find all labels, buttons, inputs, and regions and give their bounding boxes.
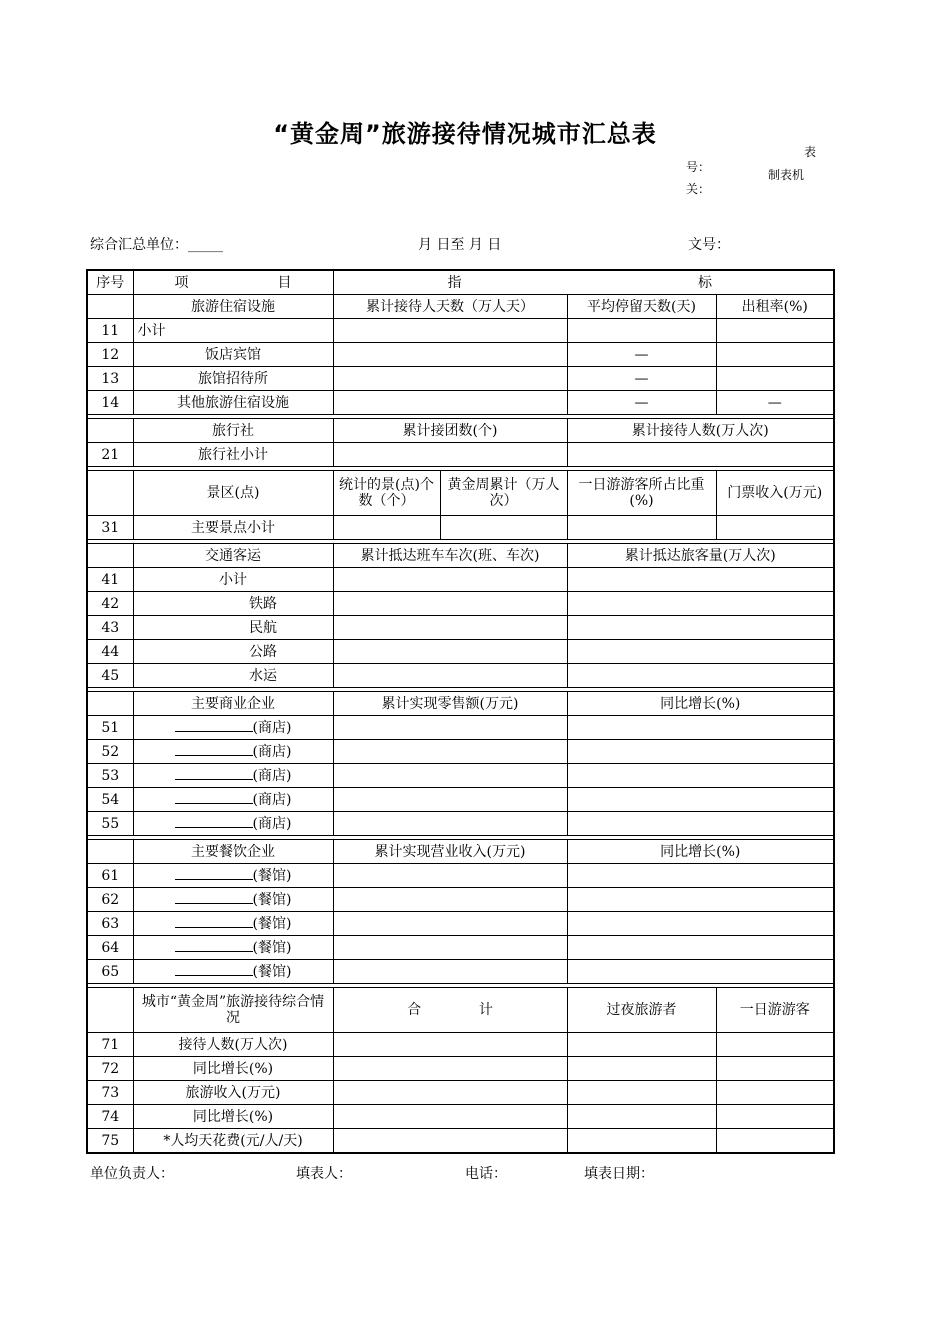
table-row: [87, 1057, 834, 1081]
row-no: 31: [87, 516, 133, 540]
transport-col-passengers: 累计抵达旅客量(万人次): [567, 544, 834, 568]
input-cell[interactable]: [567, 864, 834, 888]
blank-line: [175, 719, 253, 732]
table-row: [87, 764, 834, 788]
row-no: 14: [87, 391, 133, 415]
input-cell[interactable]: [333, 888, 567, 912]
blank-line: [175, 939, 253, 952]
row-no: 61: [87, 864, 133, 888]
table-row: [87, 616, 834, 640]
shop-suffix: (商店): [252, 720, 292, 736]
table-row: [87, 367, 834, 391]
table-row: [87, 516, 834, 540]
shop-name-cell[interactable]: [133, 716, 333, 740]
table-row: [87, 1105, 834, 1129]
input-cell[interactable]: [333, 1033, 567, 1057]
dash-cell: —: [567, 343, 716, 367]
table-row: [87, 864, 834, 888]
input-cell[interactable]: [567, 592, 834, 616]
input-cell[interactable]: [333, 1081, 567, 1105]
input-cell[interactable]: [333, 367, 567, 391]
unit-head-label: 单位负责人：: [90, 1166, 174, 1182]
blank-line: [175, 743, 253, 756]
blank-line: [175, 815, 253, 828]
input-cell[interactable]: [567, 1033, 716, 1057]
row-no: 62: [87, 888, 133, 912]
input-cell[interactable]: [333, 592, 567, 616]
shop-name-cell[interactable]: [133, 812, 333, 836]
table-row: [87, 960, 834, 984]
table-row: [87, 391, 834, 415]
table-row: [87, 1129, 834, 1154]
table-row: [87, 788, 834, 812]
input-cell[interactable]: [333, 616, 567, 640]
row-no: 45: [87, 664, 133, 688]
lodging-col-days: 累计接待人天数（万人天）: [333, 295, 567, 319]
restaurant-suffix: (餐馆): [252, 892, 292, 908]
input-cell[interactable]: [333, 1057, 567, 1081]
input-cell[interactable]: [333, 443, 567, 467]
commerce-col-growth: 同比增长(%): [567, 692, 834, 716]
restaurant-name-cell[interactable]: [133, 936, 333, 960]
table-row: [87, 812, 834, 836]
row-no: 64: [87, 936, 133, 960]
input-cell[interactable]: [716, 367, 834, 391]
table-row: [87, 664, 834, 688]
input-cell[interactable]: [567, 568, 834, 592]
table-row: [87, 640, 834, 664]
input-cell[interactable]: [333, 912, 567, 936]
agency-header-row: [87, 419, 834, 443]
input-cell[interactable]: [567, 319, 716, 343]
row-name: 水运: [133, 664, 333, 688]
row-name: 公路: [133, 640, 333, 664]
input-cell[interactable]: [567, 812, 834, 836]
scenic-col-total: 黄金周累计（万人次）: [440, 471, 567, 516]
period-field: 月 日至 月 日: [418, 237, 502, 253]
lodging-title: 旅游住宿设施: [133, 295, 333, 319]
input-cell[interactable]: [567, 616, 834, 640]
input-cell[interactable]: [567, 1057, 716, 1081]
row-no: 51: [87, 716, 133, 740]
row-no: 13: [87, 367, 133, 391]
input-cell[interactable]: [716, 516, 834, 540]
input-cell[interactable]: [567, 664, 834, 688]
blank-line: [175, 963, 253, 976]
input-cell[interactable]: [333, 516, 440, 540]
input-cell[interactable]: [333, 664, 567, 688]
row-name: 民航: [133, 616, 333, 640]
table-row: [87, 343, 834, 367]
lodging-col-rate: 出租率(%): [716, 295, 834, 319]
row-name: 饭店宾馆: [133, 343, 333, 367]
transport-header-row: [87, 544, 834, 568]
row-no: 72: [87, 1057, 133, 1081]
table-header-row: [87, 270, 834, 295]
row-name: *人均天花费(元/人/天): [133, 1129, 333, 1154]
summary-title: 城市“黄金周”旅游接待综合情况: [133, 988, 333, 1033]
scenic-title: 景区(点): [133, 471, 333, 516]
summary-col-daytrip: 一日游游客: [716, 988, 834, 1033]
row-no: 65: [87, 960, 133, 984]
input-cell[interactable]: [716, 1057, 834, 1081]
scenic-col-count: 统计的景(点)个数（个）: [333, 471, 440, 516]
table-row: [87, 912, 834, 936]
scenic-header-row: [87, 471, 834, 516]
indicator-char-b: 标: [697, 274, 712, 291]
input-cell[interactable]: [716, 343, 834, 367]
row-no: 74: [87, 1105, 133, 1129]
table-row: [87, 568, 834, 592]
table-row: [87, 716, 834, 740]
fill-date-label: 填表日期：: [584, 1166, 654, 1182]
catering-col-growth: 同比增长(%): [567, 840, 834, 864]
input-cell[interactable]: [333, 391, 567, 415]
summary-col-overnight: 过夜旅游者: [567, 988, 716, 1033]
restaurant-suffix: (餐馆): [252, 916, 292, 932]
input-cell[interactable]: [567, 740, 834, 764]
shop-name-cell[interactable]: [133, 788, 333, 812]
input-cell[interactable]: [333, 740, 567, 764]
row-no: 12: [87, 343, 133, 367]
row-name: 旅行社小计: [133, 443, 333, 467]
input-cell[interactable]: [567, 788, 834, 812]
row-no: 55: [87, 812, 133, 836]
row-name: 同比增长(%): [133, 1057, 333, 1081]
summary-unit-field: 综合汇总单位：_____: [90, 237, 223, 253]
org-label-a: 制表机: [768, 168, 805, 182]
col-indicator-header: [333, 270, 834, 295]
form-title: “黄金周”旅游接待情况城市汇总表: [273, 120, 657, 148]
signature-footer: [90, 1163, 654, 1183]
input-cell[interactable]: [567, 888, 834, 912]
restaurant-name-cell[interactable]: [133, 888, 333, 912]
row-name: 铁路: [133, 592, 333, 616]
catering-col-revenue: 累计实现营业收入(万元): [333, 840, 567, 864]
row-no: 41: [87, 568, 133, 592]
row-name: 旅馆招待所: [133, 367, 333, 391]
input-cell[interactable]: [567, 960, 834, 984]
shop-suffix: (商店): [252, 744, 292, 760]
row-no: 53: [87, 764, 133, 788]
phone-label: 电话：: [465, 1166, 507, 1182]
shop-suffix: (商店): [252, 792, 292, 808]
row-no: 21: [87, 443, 133, 467]
table-row: [87, 319, 834, 343]
input-cell[interactable]: [716, 1081, 834, 1105]
row-no: 71: [87, 1033, 133, 1057]
shop-name-cell[interactable]: [133, 740, 333, 764]
input-cell[interactable]: [333, 936, 567, 960]
input-cell[interactable]: [567, 912, 834, 936]
blank-line: [175, 915, 253, 928]
input-cell[interactable]: [716, 1033, 834, 1057]
row-no: 52: [87, 740, 133, 764]
input-cell[interactable]: [567, 516, 716, 540]
commerce-col-sales: 累计实现零售额(万元): [333, 692, 567, 716]
blank-line: [175, 767, 253, 780]
row-name: 主要景点小计: [133, 516, 333, 540]
restaurant-name-cell[interactable]: [133, 864, 333, 888]
shop-suffix: (商店): [252, 768, 292, 784]
scenic-col-ticket: 门票收入(万元): [716, 471, 834, 516]
input-cell[interactable]: [333, 764, 567, 788]
input-cell[interactable]: [333, 1129, 567, 1154]
scenic-col-ratio: 一日游游客所占比重(%): [567, 471, 716, 516]
input-cell[interactable]: [716, 1129, 834, 1154]
row-name: 小计: [133, 319, 333, 343]
lodging-col-avg: 平均停留天数(天): [567, 295, 716, 319]
input-cell[interactable]: [333, 568, 567, 592]
catering-header-row: [87, 840, 834, 864]
dash-cell: —: [567, 391, 716, 415]
input-cell[interactable]: [333, 788, 567, 812]
agency-col-groups: 累计接团数(个): [333, 419, 567, 443]
input-cell[interactable]: [333, 716, 567, 740]
row-name: 小计: [133, 568, 333, 592]
row-no: 42: [87, 592, 133, 616]
agency-col-visitors: 累计接待人数(万人次): [567, 419, 834, 443]
input-cell[interactable]: [567, 764, 834, 788]
row-no: 73: [87, 1081, 133, 1105]
input-cell[interactable]: [333, 343, 567, 367]
transport-title: 交通客运: [133, 544, 333, 568]
row-no: 54: [87, 788, 133, 812]
table-row: [87, 936, 834, 960]
input-cell[interactable]: [333, 864, 567, 888]
indicator-char-a: 指: [447, 274, 462, 291]
input-cell[interactable]: [716, 1105, 834, 1129]
input-cell[interactable]: [333, 640, 567, 664]
input-cell[interactable]: [567, 1129, 716, 1154]
table-row: [87, 740, 834, 764]
summary-header-row: [87, 988, 834, 1033]
row-no: 43: [87, 616, 133, 640]
input-cell[interactable]: [567, 640, 834, 664]
org-label-b: 关：: [686, 182, 711, 196]
col-no-header: 序号: [87, 270, 133, 295]
dash-cell: —: [567, 367, 716, 391]
table-row: [87, 592, 834, 616]
restaurant-name-cell[interactable]: [133, 960, 333, 984]
input-cell[interactable]: [567, 936, 834, 960]
blank-line: [175, 791, 253, 804]
row-no: 63: [87, 912, 133, 936]
row-name: 旅游收入(万元): [133, 1081, 333, 1105]
commerce-header-row: [87, 692, 834, 716]
input-cell[interactable]: [567, 443, 834, 467]
lodging-header-row: [87, 295, 834, 319]
doc-no-field: 文号：: [688, 237, 730, 253]
row-no: 75: [87, 1129, 133, 1154]
input-cell[interactable]: [567, 1081, 716, 1105]
input-cell[interactable]: [333, 812, 567, 836]
transport-col-trips: 累计抵达班车车次(班、车次): [333, 544, 567, 568]
blank-line: [175, 867, 253, 880]
restaurant-suffix: (餐馆): [252, 940, 292, 956]
table-row: [87, 443, 834, 467]
row-name: 其他旅游住宿设施: [133, 391, 333, 415]
input-cell[interactable]: [440, 516, 567, 540]
restaurant-suffix: (餐馆): [252, 868, 292, 884]
report-table: [86, 269, 835, 1154]
table-row: [87, 888, 834, 912]
summary-col-total: 合 计: [333, 988, 567, 1033]
input-cell[interactable]: [567, 716, 834, 740]
input-cell[interactable]: [567, 1105, 716, 1129]
input-cell[interactable]: [716, 319, 834, 343]
input-cell[interactable]: [333, 960, 567, 984]
commerce-title: 主要商业企业: [133, 692, 333, 716]
shop-name-cell[interactable]: [133, 764, 333, 788]
row-no: 44: [87, 640, 133, 664]
form-no-label-a: 表: [804, 145, 817, 159]
row-no: 11: [87, 319, 133, 343]
restaurant-name-cell[interactable]: [133, 912, 333, 936]
form-no-label-b: 号：: [686, 160, 711, 174]
agency-title: 旅行社: [133, 419, 333, 443]
input-cell[interactable]: [333, 319, 567, 343]
col-item-header: 项 目: [133, 270, 333, 295]
shop-suffix: (商店): [252, 816, 292, 832]
row-name: 接待人数(万人次): [133, 1033, 333, 1057]
catering-title: 主要餐饮企业: [133, 840, 333, 864]
table-row: [87, 1081, 834, 1105]
blank-line: [175, 891, 253, 904]
restaurant-suffix: (餐馆): [252, 964, 292, 980]
input-cell[interactable]: [333, 1105, 567, 1129]
filler-label: 填表人：: [296, 1166, 352, 1182]
dash-cell: —: [716, 391, 834, 415]
table-row: [87, 1033, 834, 1057]
row-name: 同比增长(%): [133, 1105, 333, 1129]
